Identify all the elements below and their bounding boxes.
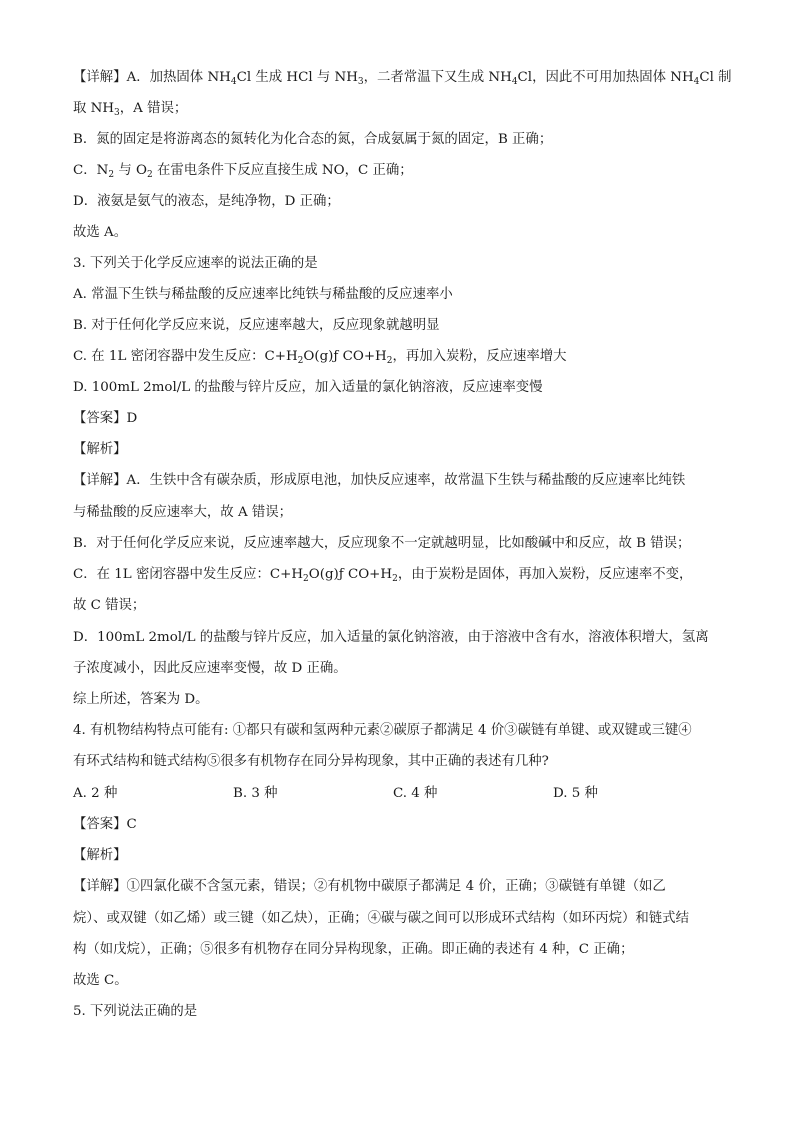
q3-detail-c-1 <box>73 565 692 585</box>
text: 与 O <box>114 163 147 178</box>
q3-stem: 3. 下列关于化学反应速率的说法正确的是 <box>73 256 318 271</box>
subscript: 2 <box>386 356 393 366</box>
q3-detail-c-2: 故 C 错误； <box>73 598 146 613</box>
q3-option-b: B. 对于任何化学反应来说，反应速率越大，反应现象就越明显 <box>73 318 440 333</box>
subscript: 3 <box>357 77 364 87</box>
q3-answer: 【答案】D <box>73 411 138 426</box>
q4-detail-2: 烷）、或双键（如乙烯）或三键（如乙炔），正确；④碳与碳之间可以形成环式结构（如环丙烷）和链式结 <box>73 911 689 926</box>
q4-stem-1: 4. 有机物结构特点可能有: ①都只有碳和氢两种元素②碳原子都满足 4 价③碳链有单键、或双键或三键④ <box>73 723 692 738</box>
text: C．N <box>73 163 109 178</box>
q5-stem: 5. 下列说法正确的是 <box>73 1004 198 1019</box>
subscript: 2 <box>146 170 153 180</box>
q4-option-d: D. 5 种 <box>553 786 598 801</box>
text: Cl 生成 HCl 与 NH <box>236 70 358 85</box>
text: C. 在 1L 密闭容器中发生反应：C+H <box>73 349 298 364</box>
subscript: 4 <box>511 77 518 87</box>
q4-stem-2: 有环式结构和链式结构⑤很多有机物存在同分异构现象，其中正确的表述有几种? <box>73 754 549 769</box>
q3-detail-a-2: 与稀盐酸的反应速率大，故 A 错误； <box>73 505 293 520</box>
q2-detail-line-2 <box>73 99 187 119</box>
q4-conclusion: 故选 C。 <box>73 973 128 988</box>
text: C．在 1L 密闭容器中发生反应：C+H <box>73 567 304 582</box>
text: O(g)ƒ CO+H <box>303 349 387 364</box>
q3-option-d: D. 100mL 2mol/L 的盐酸与锌片反应，加入适量的氯化钠溶液，反应速率变慢 <box>73 380 543 395</box>
q2-conclusion: 故选 A。 <box>73 225 128 240</box>
q3-detail-d-1: D．100mL 2mol/L 的盐酸与锌片反应，加入适量的氯化钠溶液，由于溶液中含有水，溶液体积增大，氢离 <box>73 630 709 645</box>
subscript: 2 <box>108 170 115 180</box>
q2-detail-B: B．氮的固定是将游离态的氮转化为化合态的氮，合成氨属于氮的固定，B 正确； <box>73 132 553 147</box>
q4-option-b: B. 3 种 <box>233 786 278 801</box>
q4-option-a: A. 2 种 <box>73 786 118 801</box>
subscript: 2 <box>297 356 304 366</box>
text: Cl，因此不可用加热固体 NH <box>517 70 694 85</box>
q4-detail-1: 【详解】①四氯化碳不含氢元素，错误；②有机物中碳原子都满足 4 价，正确；③碳链有单键（如乙 <box>73 879 666 894</box>
q4-option-c: C. 4 种 <box>393 786 438 801</box>
text: Cl 制 <box>699 70 732 85</box>
text: O(g)ƒ CO+H <box>308 567 393 582</box>
q4-options <box>73 784 713 804</box>
text: ，由于炭粉是固体，再加入炭粉，反应速率不变， <box>397 567 693 582</box>
text: ，二者常温下又生成 NH <box>363 70 512 85</box>
q3-conclusion: 综上所述，答案为 D。 <box>73 692 209 707</box>
text: 在雷电条件下反应直接生成 NO，C 正确； <box>152 163 413 178</box>
text: ，A 错误； <box>119 101 188 116</box>
q2-detail-C <box>73 161 413 181</box>
q3-analysis-heading: 【解析】 <box>73 442 127 457</box>
q3-detail-d-2: 子浓度减小，因此反应速率变慢，故 D 正确。 <box>73 661 347 676</box>
q3-detail-a-1: 【详解】A．生铁中含有碳杂质，形成原电池，加快反应速率，故常温下生铁与稀盐酸的反应速率比纯铁 <box>73 473 686 488</box>
q2-detail-line-1 <box>73 68 732 88</box>
q4-answer: 【答案】C <box>73 817 137 832</box>
subscript: 4 <box>230 77 237 87</box>
subscript: 3 <box>114 108 120 118</box>
text: 取 NH <box>73 101 115 116</box>
q3-option-c <box>73 347 567 367</box>
subscript: 2 <box>303 574 309 584</box>
q2-detail-D: D．液氨是氨气的液态，是纯净物，D 正确； <box>73 194 340 209</box>
q4-analysis-heading: 【解析】 <box>73 848 127 863</box>
q3-detail-b: B．对于任何化学反应来说，反应速率越大，反应现象不一定就越明显，比如酸碱中和反应，故 B 错误； <box>73 536 691 551</box>
text: ，再加入炭粉，反应速率增大 <box>392 349 567 364</box>
subscript: 4 <box>693 77 700 87</box>
subscript: 2 <box>392 574 398 584</box>
text: A．加热固体 NH <box>126 70 231 85</box>
detail-tag: 【详解】 <box>73 70 127 85</box>
q4-detail-3: 构（如戊烷），正确；⑤很多有机物存在同分异构现象，正确。即正确的表述有 4 种，C 正确； <box>73 942 634 957</box>
q3-option-a: A. 常温下生铁与稀盐酸的反应速率比纯铁与稀盐酸的反应速率小 <box>73 287 453 302</box>
